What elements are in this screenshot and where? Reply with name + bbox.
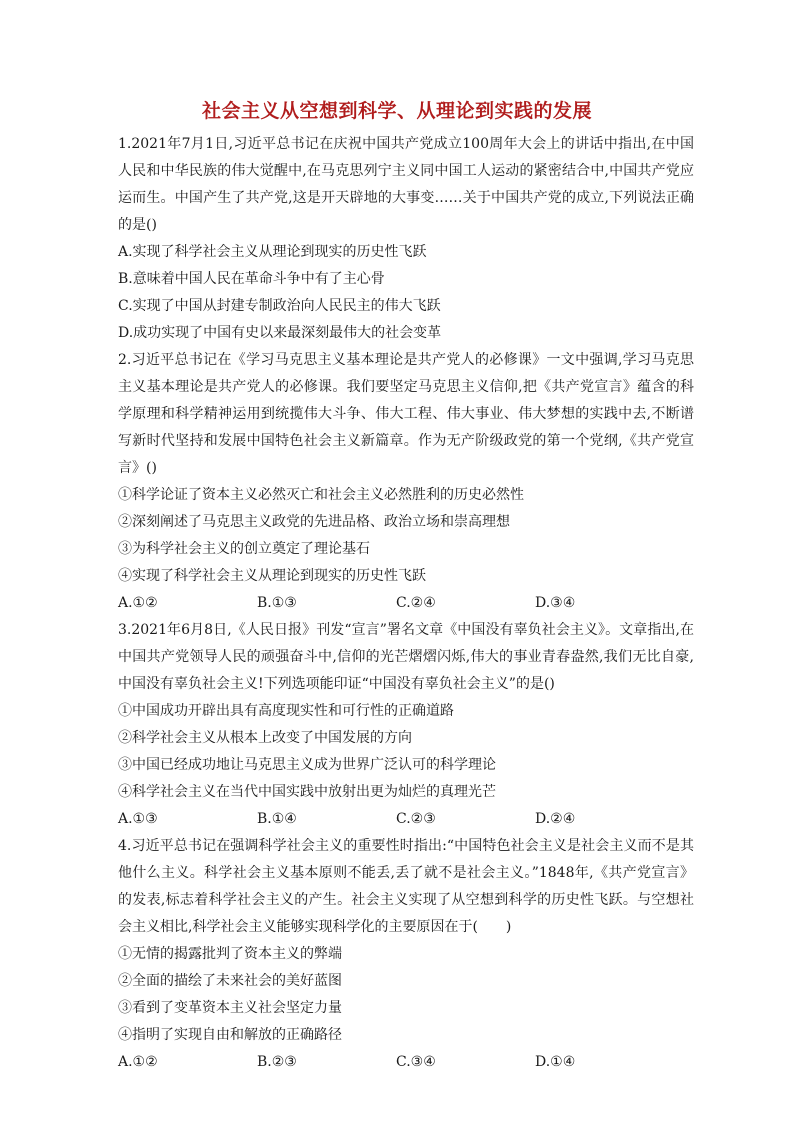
option-c: C.实现了中国从封建专制政治向人民民主的伟大飞跃: [118, 298, 441, 314]
question-list: [118, 131, 694, 1076]
question-1: [118, 131, 694, 347]
statement-3: ③为科学社会主义的创立奠定了理论基石: [118, 541, 370, 557]
statement-1: ①科学论证了资本主义必然灭亡和社会主义必然胜利的历史必然性: [118, 487, 524, 503]
question-stem: 1.2021年7月1日,习近平总书记在庆祝中国共产党成立100周年大会上的讲话中指出,在中国人民和中华民族的伟大觉醒中,在马克思列宁主义同中国工人运动的紧密结合中,中国共产党应运而生。中国产生了共产党,这是开天辟地的大事变……关于中国共产党的成立,下列说法正确的是(): [118, 136, 694, 233]
statement-2: ②全面的描绘了未来社会的美好蓝图: [118, 973, 342, 989]
option-a: A.实现了科学社会主义从理论到现实的历史性飞跃: [118, 244, 427, 260]
statement-3: ③看到了变革资本主义社会坚定力量: [118, 1000, 342, 1016]
statement-2: ②深刻阐述了马克思主义政党的先进品格、政治立场和崇高理想: [118, 514, 510, 530]
answer-b: B.①③: [257, 595, 297, 611]
question-stem: 2.习近平总书记在《学习马克思主义基本理论是共产党人的必修课》一文中强调,学习马克思主义基本理论是共产党人的必修课。我们要坚定马克思主义信仰,把《共产党宣言》蕴含的科学原理和科学精神运用到统揽伟大斗争、伟大工程、伟大事业、伟大梦想的实践中去,不断谱写新时代坚持和发展中国特色社会主义新篇章。作为无产阶级政党的第一个党纲,《共产党宣言》(): [118, 352, 694, 476]
answer-a: A.①③: [118, 811, 158, 827]
answer-d: D.①④: [535, 1054, 576, 1070]
page-title: 社会主义从空想到科学、从理论到实践的发展: [201, 100, 592, 122]
statement-1: ①中国成功开辟出具有高度现实性和可行性的正确道路: [118, 703, 454, 719]
statement-1: ①无情的揭露批判了资本主义的弊端: [118, 946, 342, 962]
question-4: [118, 833, 694, 1076]
answer-a: A.①②: [118, 595, 158, 611]
answer-a: A.①②: [118, 1054, 158, 1070]
answer-choices: [118, 1049, 694, 1076]
answer-d: D.③④: [535, 595, 576, 611]
answer-b: B.①④: [257, 811, 297, 827]
statement-4: ④科学社会主义在当代中国实践中放射出更为灿烂的真理光芒: [118, 784, 496, 800]
answer-choices: [118, 590, 694, 617]
question-2: [118, 347, 694, 617]
statement-4: ④指明了实现自由和解放的正确路径: [118, 1027, 342, 1043]
answer-b: B.②③: [257, 1054, 297, 1070]
answer-c: C.②④: [396, 595, 436, 611]
statement-4: ④实现了科学社会主义从理论到现实的历史性飞跃: [118, 568, 426, 584]
answer-c: C.③④: [396, 1054, 436, 1070]
question-stem: 3.2021年6月8日,《人民日报》刊发“宣言”署名文章《中国没有辜负社会主义》。文章指出,在中国共产党领导人民的顽强奋斗中,信仰的光芒熠熠闪烁,伟大的事业青春盎然,我们无比自豪,中国没有辜负社会主义!下列选项能印证“中国没有辜负社会主义”的是(): [118, 622, 694, 692]
option-d: D.成功实现了中国有史以来最深刻最伟大的社会变革: [118, 325, 442, 341]
answer-choices: [118, 806, 694, 833]
statement-2: ②科学社会主义从根本上改变了中国发展的方向: [118, 730, 412, 746]
question-stem: 4.习近平总书记在强调科学社会主义的重要性时指出:“中国特色社会主义是社会主义而不是其他什么主义。科学社会主义基本原则不能丢,丢了就不是社会主义。”1848年,《共产党宣言》的发表,标志着科学社会主义的产生。社会主义实现了从空想到科学的历史性飞跃。与空想社会主义相比,科学社会主义能够实现科学化的主要原因在于( ): [118, 838, 694, 935]
question-3: [118, 617, 694, 833]
option-b: B.意味着中国人民在革命斗争中有了主心骨: [118, 271, 385, 287]
statement-3: ③中国已经成功地让马克思主义成为世界广泛认可的科学理论: [118, 757, 496, 773]
answer-c: C.②③: [396, 811, 436, 827]
answer-d: D.②④: [535, 811, 576, 827]
